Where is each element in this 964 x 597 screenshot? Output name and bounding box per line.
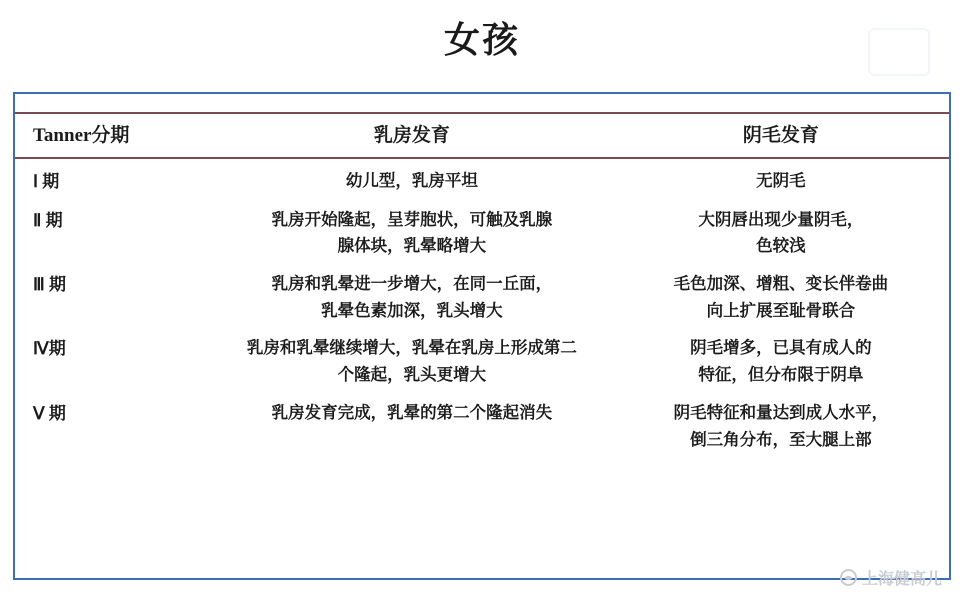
cell-line: 向上扩展至耻骨联合 [706,301,856,320]
cell-line: 倒三角分布，至大腿上部 [690,430,872,449]
table-body [15,158,949,455]
watermark-label: 上海健高儿 [861,571,942,588]
column-header-pubic: 阴毛发育 [613,113,949,158]
cell-stage: Ⅲ 期 [33,274,66,294]
weibo-icon [840,569,857,586]
column-header-stage: Tanner分期 [15,113,211,158]
cell-line: 特征，但分布限于阴阜 [698,366,864,385]
cell-breast [211,391,613,455]
cell-line: 乳房发育完成，乳晕的第二个隆起消失 [271,403,553,422]
watermark [840,566,942,589]
cell-line: 大阴唇出现少量阴毛， [698,210,864,229]
cell-breast [211,198,613,262]
cell-line: 色较浅 [756,237,806,256]
cell-line: 个隆起，乳头更增大 [337,366,487,385]
cell-line: 乳房开始隆起，呈芽胞状，可触及乳腺 [271,210,553,229]
cell-line: 幼儿型，乳房平坦 [345,172,478,190]
cell-line: 无阴毛 [756,172,806,190]
tanner-stage-table [15,112,949,455]
cell-line: 腺体块，乳晕略增大 [337,237,487,256]
table-row [15,262,949,326]
cell-line: 阴毛增多，已具有成人的 [690,339,872,358]
cell-breast [211,158,613,198]
cell-pubic [613,158,949,198]
cell-stage: Ⅴ 期 [33,403,66,423]
cell-breast [211,262,613,326]
table-row [15,391,949,455]
cell-pubic [613,326,949,390]
cell-line: 乳房和乳晕进一步增大，在同一丘面， [271,274,553,293]
cell-pubic [613,391,949,455]
cell-line: 阴毛特征和量达到成人水平， [673,403,889,422]
tanner-table-frame [13,92,951,580]
decorative-corner-mark [868,28,930,76]
cell-line: 毛色加深、增粗、变长伴卷曲 [673,274,889,293]
table-row [15,158,949,198]
cell-stage: Ⅱ 期 [33,210,63,230]
table-header-row [15,113,949,158]
column-header-breast: 乳房发育 [211,113,613,158]
cell-pubic [613,198,949,262]
cell-stage: Ⅳ期 [33,339,66,359]
table-row [15,198,949,262]
cell-line: 乳晕色素加深，乳头增大 [321,301,503,320]
table-header [15,113,949,158]
cell-pubic [613,262,949,326]
table-row [15,326,949,390]
cell-stage: Ⅰ 期 [33,172,60,191]
page-title: 女孩 [443,19,520,60]
cell-line: 乳房和乳晕继续增大，乳晕在乳房上形成第二 [246,339,577,358]
cell-breast [211,326,613,390]
